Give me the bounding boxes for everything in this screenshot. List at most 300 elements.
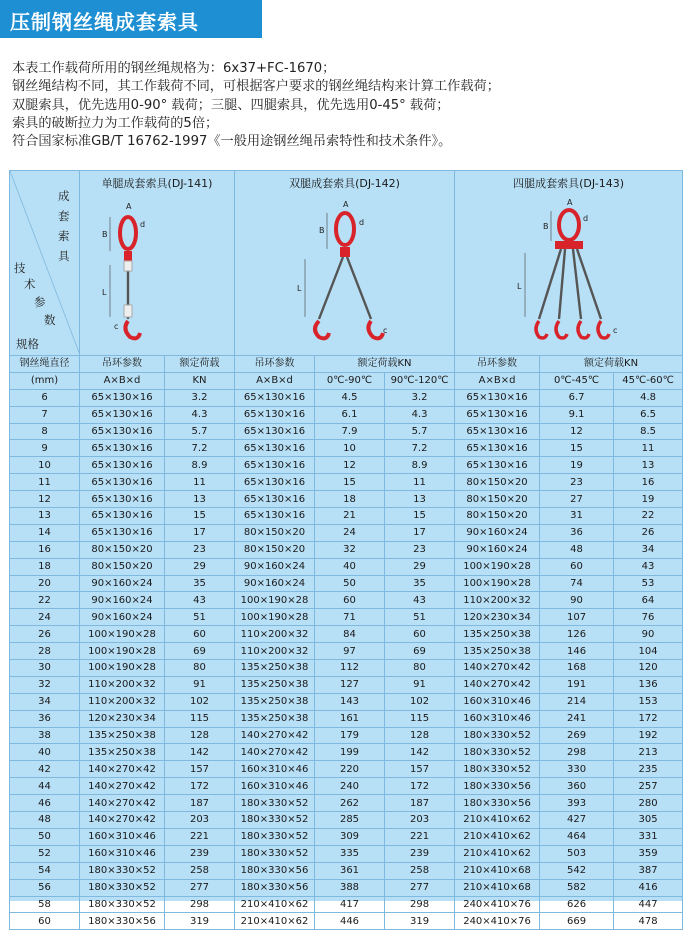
- dimension-label: L: [102, 288, 107, 297]
- table-cell: 56: [10, 879, 80, 896]
- table-cell: 157: [165, 761, 235, 778]
- table-row: [10, 693, 683, 710]
- table-cell: 52: [10, 845, 80, 862]
- table-cell: 90×160×24: [80, 609, 165, 626]
- table-cell: 34: [10, 693, 80, 710]
- table-cell: 269: [540, 727, 614, 744]
- table-cell: 19: [614, 491, 683, 508]
- table-cell: 168: [540, 660, 614, 677]
- table-cell: 305: [614, 812, 683, 829]
- header-cell: 90℃-120℃: [385, 372, 455, 389]
- table-cell: 69: [165, 643, 235, 660]
- dimension-label: B: [102, 230, 108, 239]
- table-cell: 280: [614, 795, 683, 812]
- corner-label: 套: [58, 209, 70, 223]
- table-cell: 192: [614, 727, 683, 744]
- table-cell: 4.5: [315, 389, 385, 406]
- header-row-1: [10, 356, 683, 373]
- table-cell: 40: [315, 558, 385, 575]
- table-cell: 127: [315, 676, 385, 693]
- corner-label: 成: [58, 189, 70, 203]
- table-row: [10, 778, 683, 795]
- table-cell: 135×250×38: [455, 626, 540, 643]
- table-cell: 203: [385, 812, 455, 829]
- table-cell: 128: [385, 727, 455, 744]
- table-row: [10, 541, 683, 558]
- table-cell: 50: [10, 828, 80, 845]
- table-cell: 115: [165, 710, 235, 727]
- table-cell: 18: [315, 491, 385, 508]
- table-cell: 65×130×16: [235, 457, 315, 474]
- table-cell: 180×330×52: [80, 879, 165, 896]
- table-cell: 110×200×32: [235, 643, 315, 660]
- table-cell: 110×200×32: [235, 626, 315, 643]
- table-cell: 153: [614, 693, 683, 710]
- table-cell: 180×330×56: [455, 778, 540, 795]
- table-cell: 18: [10, 558, 80, 575]
- title-bar: [0, 0, 262, 38]
- table-cell: 135×250×38: [235, 676, 315, 693]
- table-cell: 90×160×24: [455, 541, 540, 558]
- dimension-label: B: [543, 222, 549, 231]
- table-cell: 6.7: [540, 389, 614, 406]
- dimension-label: c: [613, 326, 618, 335]
- table-cell: 60: [165, 626, 235, 643]
- table-row: [10, 896, 683, 913]
- table-cell: 135×250×38: [80, 744, 165, 761]
- table-cell: 135×250×38: [235, 660, 315, 677]
- table-cell: 542: [540, 862, 614, 879]
- table-cell: 10: [315, 440, 385, 457]
- header-cell: KN: [165, 372, 235, 389]
- table-cell: 361: [315, 862, 385, 879]
- table-cell: 65×130×16: [455, 423, 540, 440]
- table-cell: 100×190×28: [235, 609, 315, 626]
- table-cell: 191: [540, 676, 614, 693]
- table-row: [10, 727, 683, 744]
- table-cell: 19: [540, 457, 614, 474]
- table-cell: 13: [165, 491, 235, 508]
- table-cell: 180×330×56: [235, 862, 315, 879]
- table-cell: 417: [315, 896, 385, 913]
- table-cell: 8: [10, 423, 80, 440]
- product-name: 单腿成套索具(DJ-141): [101, 177, 213, 190]
- table-cell: 210×410×68: [455, 862, 540, 879]
- table-cell: 16: [614, 474, 683, 491]
- table-cell: 285: [315, 812, 385, 829]
- table-cell: 172: [385, 778, 455, 795]
- table-cell: 503: [540, 845, 614, 862]
- header-cell: 0℃-90℃: [315, 372, 385, 389]
- header-cell: (mm): [10, 372, 80, 389]
- table-cell: 65×130×16: [235, 491, 315, 508]
- table-cell: 69: [385, 643, 455, 660]
- table-cell: 36: [10, 710, 80, 727]
- table-cell: 143: [315, 693, 385, 710]
- table-cell: 277: [165, 879, 235, 896]
- four-leg-sling-icon: [455, 193, 683, 353]
- table-row: [10, 913, 683, 930]
- table-cell: 14: [10, 524, 80, 541]
- table-cell: 65×130×16: [235, 423, 315, 440]
- table-cell: 11: [385, 474, 455, 491]
- table-cell: 80×150×20: [80, 541, 165, 558]
- table-row: [10, 845, 683, 862]
- table-cell: 65×130×16: [80, 406, 165, 423]
- table-cell: 6: [10, 389, 80, 406]
- table-cell: 180×330×52: [80, 862, 165, 879]
- table-row: [10, 389, 683, 406]
- table-cell: 100×190×28: [80, 626, 165, 643]
- table-cell: 80×150×20: [455, 491, 540, 508]
- table-cell: 179: [315, 727, 385, 744]
- dimension-label: d: [359, 218, 365, 227]
- table-cell: 140×270×42: [235, 727, 315, 744]
- table-cell: 36: [540, 524, 614, 541]
- page-title: 压制钢丝绳成套索具: [10, 10, 199, 34]
- table-cell: 22: [614, 508, 683, 525]
- table-cell: 7: [10, 406, 80, 423]
- table-cell: 29: [385, 558, 455, 575]
- table-row: [10, 474, 683, 491]
- table-cell: 7.2: [385, 440, 455, 457]
- table-cell: 160×310×46: [235, 761, 315, 778]
- header-row-2: [10, 372, 683, 389]
- table-cell: 65×130×16: [80, 423, 165, 440]
- table-cell: 416: [614, 879, 683, 896]
- table-cell: 6.1: [315, 406, 385, 423]
- table-cell: 38: [10, 727, 80, 744]
- table-cell: 30: [10, 660, 80, 677]
- table-cell: 80: [165, 660, 235, 677]
- table-cell: 20: [10, 575, 80, 592]
- note-line: 索具的破断拉力为工作载荷的5倍；: [12, 115, 219, 131]
- table-cell: 221: [385, 828, 455, 845]
- table-cell: 29: [165, 558, 235, 575]
- table-cell: 110×200×32: [80, 676, 165, 693]
- table-cell: 9.1: [540, 406, 614, 423]
- table-cell: 214: [540, 693, 614, 710]
- table-cell: 120×230×34: [455, 609, 540, 626]
- table-cell: 10: [10, 457, 80, 474]
- table-cell: 199: [315, 744, 385, 761]
- table-cell: 180×330×52: [455, 761, 540, 778]
- table-cell: 203: [165, 812, 235, 829]
- dimension-label: d: [140, 220, 146, 229]
- table-cell: 240: [315, 778, 385, 795]
- table-row: [10, 575, 683, 592]
- table-cell: 180×330×56: [455, 795, 540, 812]
- table-row: [10, 862, 683, 879]
- table-cell: 136: [614, 676, 683, 693]
- table-cell: 140×270×42: [80, 812, 165, 829]
- table-cell: 80×150×20: [235, 524, 315, 541]
- table-row: [10, 508, 683, 525]
- dimension-label: c: [383, 326, 388, 335]
- table-cell: 180×330×52: [455, 727, 540, 744]
- table-cell: 15: [540, 440, 614, 457]
- table-cell: 65×130×16: [80, 440, 165, 457]
- table-body: [10, 389, 683, 930]
- table-cell: 107: [540, 609, 614, 626]
- table-cell: 100×190×28: [455, 575, 540, 592]
- table-row: [10, 828, 683, 845]
- table-cell: 24: [315, 524, 385, 541]
- product-single-leg: [80, 171, 235, 356]
- table-cell: 23: [540, 474, 614, 491]
- table-cell: 34: [614, 541, 683, 558]
- table-cell: 387: [614, 862, 683, 879]
- table-cell: 120×230×34: [80, 710, 165, 727]
- table-cell: 157: [385, 761, 455, 778]
- table-cell: 15: [315, 474, 385, 491]
- table-cell: 160×310×46: [455, 693, 540, 710]
- table-cell: 140×270×42: [455, 660, 540, 677]
- note-line: 双腿索具，优先选用0-90° 载荷；三腿、四腿索具，优先选用0-45° 载荷；: [12, 97, 450, 113]
- table-cell: 180×330×52: [235, 812, 315, 829]
- corner-label: 规格: [16, 337, 39, 351]
- corner-label: 术: [24, 277, 36, 291]
- dimension-label: L: [517, 282, 522, 291]
- table-cell: 23: [165, 541, 235, 558]
- table-cell: 135×250×38: [455, 643, 540, 660]
- table-cell: 160×310×46: [235, 778, 315, 795]
- table-cell: 172: [165, 778, 235, 795]
- table-cell: 32: [10, 676, 80, 693]
- table-cell: 100×190×28: [80, 660, 165, 677]
- table-cell: 12: [315, 457, 385, 474]
- table-cell: 220: [315, 761, 385, 778]
- table-cell: 180×330×56: [235, 879, 315, 896]
- product-four-leg: [455, 171, 683, 356]
- table-cell: 210×410×62: [235, 913, 315, 930]
- table-cell: 160×310×46: [80, 845, 165, 862]
- table-cell: 5.7: [385, 423, 455, 440]
- table-row: [10, 609, 683, 626]
- table-cell: 24: [10, 609, 80, 626]
- table-cell: 4.3: [385, 406, 455, 423]
- table-cell: 65×130×16: [80, 474, 165, 491]
- table-row: [10, 491, 683, 508]
- table-cell: 35: [385, 575, 455, 592]
- table-cell: 65×130×16: [80, 524, 165, 541]
- product-double-leg: [235, 171, 455, 356]
- table-cell: 90×160×24: [80, 575, 165, 592]
- table-cell: 54: [10, 862, 80, 879]
- table-cell: 160×310×46: [455, 710, 540, 727]
- header-cell: 吊环参数: [455, 356, 540, 373]
- table-row: [10, 879, 683, 896]
- spec-table: [9, 170, 683, 930]
- table-row: [10, 558, 683, 575]
- table-cell: 65×130×16: [455, 440, 540, 457]
- table-cell: 241: [540, 710, 614, 727]
- table-cell: 240×410×76: [455, 913, 540, 930]
- table-cell: 40: [10, 744, 80, 761]
- table-cell: 7.2: [165, 440, 235, 457]
- table-cell: 76: [614, 609, 683, 626]
- table-cell: 180×330×52: [235, 795, 315, 812]
- table-row: [10, 812, 683, 829]
- table-cell: 331: [614, 828, 683, 845]
- table-cell: 43: [165, 592, 235, 609]
- table-cell: 26: [614, 524, 683, 541]
- table-cell: 360: [540, 778, 614, 795]
- table-cell: 180×330×52: [235, 828, 315, 845]
- table-cell: 161: [315, 710, 385, 727]
- notes: [12, 60, 672, 151]
- table-cell: 142: [385, 744, 455, 761]
- table-cell: 65×130×16: [455, 389, 540, 406]
- table-cell: 43: [614, 558, 683, 575]
- header-cell: A×B×d: [80, 372, 165, 389]
- table-cell: 359: [614, 845, 683, 862]
- table-cell: 5.7: [165, 423, 235, 440]
- table-cell: 31: [540, 508, 614, 525]
- table-cell: 319: [385, 913, 455, 930]
- table-cell: 13: [614, 457, 683, 474]
- table-cell: 388: [315, 879, 385, 896]
- single-leg-sling-icon: [80, 193, 235, 353]
- table-cell: 80×150×20: [455, 508, 540, 525]
- table-cell: 140×270×42: [80, 795, 165, 812]
- table-cell: 65×130×16: [235, 508, 315, 525]
- table-cell: 187: [385, 795, 455, 812]
- table-cell: 84: [315, 626, 385, 643]
- table-cell: 464: [540, 828, 614, 845]
- table-cell: 50: [315, 575, 385, 592]
- table-cell: 32: [315, 541, 385, 558]
- table-cell: 4.8: [614, 389, 683, 406]
- product-name: 四腿成套索具(DJ-143): [513, 177, 624, 190]
- table-cell: 128: [165, 727, 235, 744]
- table-cell: 80: [385, 660, 455, 677]
- table-row: [10, 795, 683, 812]
- table-row: [10, 440, 683, 457]
- table-cell: 42: [10, 761, 80, 778]
- header-cell: 吊环参数: [80, 356, 165, 373]
- table-cell: 100×190×28: [235, 592, 315, 609]
- table-cell: 6.5: [614, 406, 683, 423]
- table-cell: 239: [385, 845, 455, 862]
- table-row: [10, 643, 683, 660]
- table-cell: 277: [385, 879, 455, 896]
- dimension-label: A: [126, 202, 132, 211]
- header-cell: 45℃-60℃: [614, 372, 683, 389]
- table-cell: 427: [540, 812, 614, 829]
- table-row: [10, 710, 683, 727]
- table-cell: 15: [385, 508, 455, 525]
- table-cell: 48: [10, 812, 80, 829]
- table-cell: 23: [385, 541, 455, 558]
- table-cell: 298: [385, 896, 455, 913]
- table-cell: 100×190×28: [455, 558, 540, 575]
- table-cell: 13: [385, 491, 455, 508]
- table-cell: 258: [385, 862, 455, 879]
- table-cell: 46: [10, 795, 80, 812]
- table-cell: 102: [165, 693, 235, 710]
- table-cell: 104: [614, 643, 683, 660]
- table-cell: 65×130×16: [455, 457, 540, 474]
- product-name: 双腿成套索具(DJ-142): [289, 177, 400, 190]
- note-line: 钢丝绳结构不同，其工作载荷不同，可根据客户要求的钢丝绳结构来计算工作载荷；: [12, 79, 500, 95]
- table-cell: 11: [10, 474, 80, 491]
- table-cell: 80×150×20: [235, 541, 315, 558]
- table-cell: 74: [540, 575, 614, 592]
- table-cell: 15: [165, 508, 235, 525]
- table-cell: 48: [540, 541, 614, 558]
- table-cell: 140×270×42: [80, 761, 165, 778]
- table-cell: 298: [540, 744, 614, 761]
- table-cell: 180×330×52: [235, 845, 315, 862]
- table-cell: 90: [540, 592, 614, 609]
- table-cell: 90×160×24: [235, 558, 315, 575]
- table-cell: 60: [385, 626, 455, 643]
- table-cell: 582: [540, 879, 614, 896]
- table-cell: 3.2: [385, 389, 455, 406]
- table-cell: 210×410×62: [455, 812, 540, 829]
- table-row: [10, 761, 683, 778]
- table-cell: 90×160×24: [235, 575, 315, 592]
- table-cell: 97: [315, 643, 385, 660]
- table-cell: 146: [540, 643, 614, 660]
- table-row: [10, 744, 683, 761]
- table-cell: 160×310×46: [80, 828, 165, 845]
- table-cell: 65×130×16: [80, 457, 165, 474]
- table-cell: 65×130×16: [235, 474, 315, 491]
- table-row: [10, 660, 683, 677]
- corner-label: 具: [58, 249, 70, 263]
- table-cell: 91: [385, 676, 455, 693]
- header-cell: A×B×d: [235, 372, 315, 389]
- dimension-label: A: [343, 200, 349, 209]
- table-cell: 16: [10, 541, 80, 558]
- table-cell: 11: [165, 474, 235, 491]
- table-cell: 71: [315, 609, 385, 626]
- table-cell: 262: [315, 795, 385, 812]
- table-cell: 90: [614, 626, 683, 643]
- table-cell: 140×270×42: [235, 744, 315, 761]
- table-cell: 180×330×52: [455, 744, 540, 761]
- table-cell: 90×160×24: [455, 524, 540, 541]
- table-cell: 330: [540, 761, 614, 778]
- corner-label: 参: [34, 295, 46, 309]
- table-cell: 58: [10, 896, 80, 913]
- table-row: [10, 626, 683, 643]
- table-cell: 393: [540, 795, 614, 812]
- table-cell: 102: [385, 693, 455, 710]
- table-cell: 140×270×42: [455, 676, 540, 693]
- table-cell: 235: [614, 761, 683, 778]
- dimension-label: L: [297, 284, 302, 293]
- table-cell: 309: [315, 828, 385, 845]
- table-cell: 239: [165, 845, 235, 862]
- table-cell: 8.9: [385, 457, 455, 474]
- table-cell: 8.9: [165, 457, 235, 474]
- table-cell: 35: [165, 575, 235, 592]
- table-cell: 115: [385, 710, 455, 727]
- note-line: 本表工作载荷所用的钢丝绳规格为：6x37+FC-1670；: [12, 61, 336, 76]
- spec-table-area: [9, 170, 682, 927]
- dimension-label: A: [567, 198, 573, 207]
- header-corner: [10, 171, 80, 356]
- table-cell: 4.3: [165, 406, 235, 423]
- table-cell: 65×130×16: [235, 440, 315, 457]
- table-cell: 8.5: [614, 423, 683, 440]
- table-cell: 22: [10, 592, 80, 609]
- table-cell: 112: [315, 660, 385, 677]
- table-row: [10, 423, 683, 440]
